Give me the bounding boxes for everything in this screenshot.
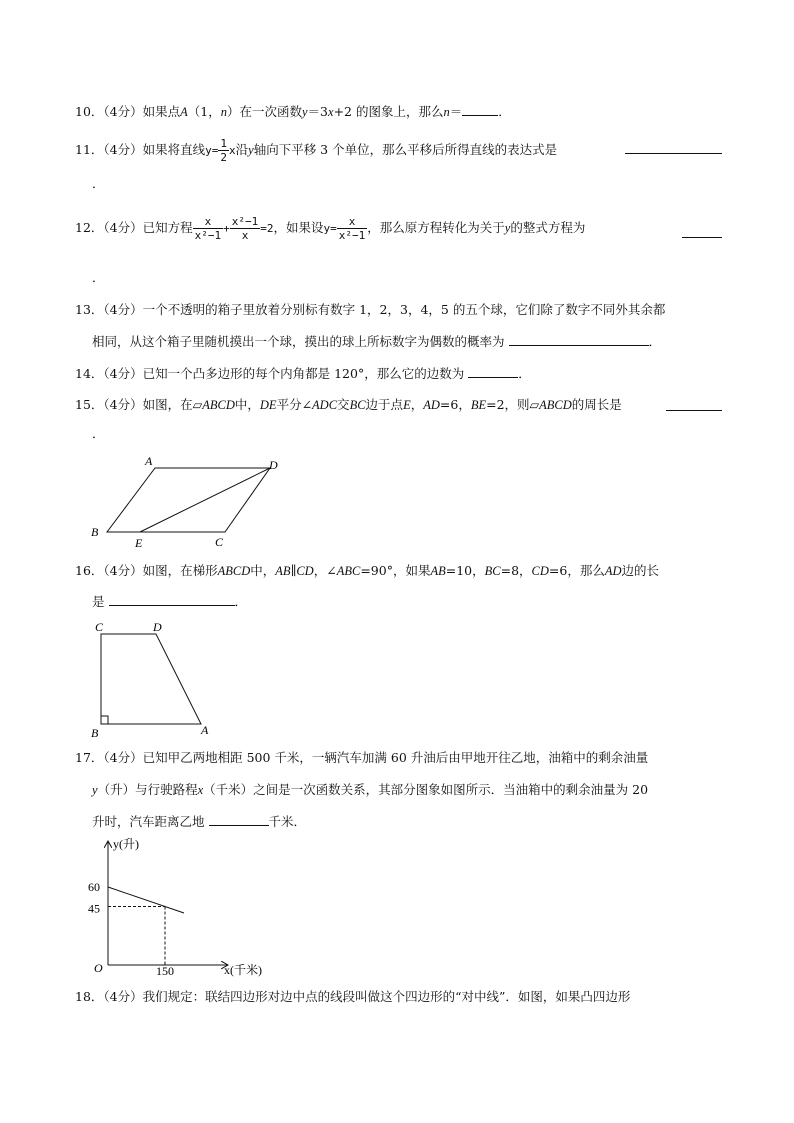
q-text: ．: [92, 176, 105, 191]
question-17: [75, 750, 648, 766]
question-17-cont2: [92, 814, 306, 830]
q-text: 已知甲乙两地相距 500 千米，一辆汽车加满 60 升油后由甲地开往乙地，油箱中的剩余油量: [142, 750, 649, 765]
answer-blank[interactable]: [468, 366, 518, 378]
q-var: DE: [259, 398, 277, 412]
y-axis-label: y(升): [113, 837, 139, 851]
frac-den: x²−1: [338, 229, 366, 242]
q-text: 如果将直线: [142, 142, 206, 157]
question-12: [75, 208, 585, 249]
q-score: （4分）: [103, 302, 143, 317]
q-text: 一个不透明的箱子里放着分别标有数字 1，2，3，4，5 的五个球，它们除了数字不同外其余都: [142, 302, 666, 317]
label-d: D: [153, 620, 162, 634]
q-text: （千米）之间是一次函数关系，其部分图象如图所示．当油箱中的剩余油量为 20: [203, 782, 649, 797]
q-var: ADC: [312, 398, 338, 412]
q-text: ．: [518, 366, 531, 381]
q-number: 12．: [75, 220, 104, 235]
question-13-cont: [92, 334, 661, 350]
answer-blank[interactable]: [109, 594, 235, 606]
q-text: ＝3: [307, 104, 328, 119]
q-var: E: [403, 398, 411, 412]
question-12-end: [92, 270, 105, 286]
label-e: E: [135, 536, 143, 550]
q-var: A: [180, 105, 188, 119]
q-var: BC: [349, 398, 366, 412]
q-text: ．: [648, 334, 662, 349]
q-text: 边于点: [365, 397, 404, 412]
q-text: 如图，在梯形: [142, 563, 218, 578]
frac-num: 1: [220, 137, 227, 150]
q-text: （升）与行驶路程: [97, 782, 198, 797]
frac-den: x²−1: [194, 229, 222, 242]
math-expr: y=: [323, 222, 337, 235]
math-expr: =2: [260, 222, 274, 235]
q-text: 中，: [234, 397, 260, 412]
fraction: [230, 215, 261, 242]
q-text: ．: [234, 594, 248, 609]
q-number: 16．: [75, 563, 104, 578]
q-text: =90°，如果: [360, 563, 431, 578]
q-text: ，如果设: [273, 220, 324, 235]
question-15-end: [92, 426, 105, 442]
q-text: 已知一个凸多边形的每个内角都是 120°，那么它的边数为: [142, 366, 465, 381]
label-d: D: [269, 458, 278, 472]
answer-blank[interactable]: [509, 334, 649, 346]
y-tick-45: 45: [88, 901, 100, 916]
q-var: y: [504, 221, 511, 235]
q-text: ，∠: [313, 563, 337, 578]
question-16-cont: [92, 594, 247, 610]
q-text: 中，: [250, 563, 276, 578]
label-c: C: [215, 535, 224, 549]
question-15: [75, 397, 622, 413]
fuel-line-chart: [82, 834, 282, 980]
math-var: x: [229, 144, 236, 157]
q-number: 11．: [75, 142, 104, 157]
q-var: CD: [296, 564, 314, 578]
q-text: 边的长: [621, 563, 660, 578]
parallelogram-shape: [107, 468, 270, 532]
q-text: ．: [92, 426, 105, 441]
q-text: ，那么原方程转化为关于: [367, 220, 505, 235]
q-text: +2 的图象上，那么: [333, 104, 444, 119]
q-var: n: [220, 105, 227, 119]
fraction: [337, 215, 368, 242]
answer-blank[interactable]: [462, 104, 498, 116]
frac-den: x: [241, 229, 249, 242]
fraction: [193, 215, 224, 242]
q-var: y: [301, 105, 308, 119]
q-var: x: [328, 105, 334, 119]
q-text: 的整式方程为: [510, 220, 586, 235]
label-c: C: [95, 620, 104, 634]
q-var: ABC: [336, 564, 361, 578]
question-11-end: [92, 176, 105, 192]
q-text: ∥: [290, 563, 297, 578]
q-var: AB: [275, 564, 291, 578]
q-text: ）在一次函数: [226, 104, 302, 119]
q-text: ．: [92, 270, 105, 285]
label-a: A: [145, 454, 153, 468]
q-var: ABCD: [217, 564, 251, 578]
q-text: 千米．: [268, 814, 307, 829]
q-var: BC: [484, 564, 501, 578]
q-text: 如果点: [142, 104, 181, 119]
q-var: y: [92, 783, 98, 797]
q-text: =10，: [445, 563, 485, 578]
q-text: 相同，从这个箱子里随机摸出一个球，摸出的球上所标数字为偶数的概率为: [92, 334, 505, 349]
q-text: =6，: [439, 397, 471, 412]
origin-label: O: [94, 961, 103, 975]
q-var: AB: [430, 564, 446, 578]
q-text: 我们规定：联结四边形对边中点的线段叫做这个四边形的“对中线”．如图，如果凸四边形: [142, 989, 631, 1004]
q-var: AD: [423, 398, 440, 412]
q-text: 轴向下平移 3 个单位，那么平移后所得直线的表达式是: [253, 142, 558, 157]
q-score: （4分）: [103, 563, 143, 578]
q-score: （4分）: [103, 397, 143, 412]
fraction: [218, 137, 229, 164]
q-var: CD: [531, 564, 549, 578]
q-score: （4分）: [103, 989, 143, 1004]
q-var: BE: [470, 398, 487, 412]
question-11: [75, 137, 557, 164]
q-score: （4分）: [103, 104, 143, 119]
q-number: 18．: [75, 989, 104, 1004]
segment-de: [140, 468, 270, 532]
question-18: [75, 989, 630, 1005]
parallelogram-figure: [85, 452, 295, 552]
q-text: 是: [92, 594, 105, 609]
q-text: 沿: [235, 142, 249, 157]
q-text: =2，则▱: [486, 397, 540, 412]
q-text: 的周长是: [571, 397, 622, 412]
answer-blank[interactable]: [209, 814, 269, 826]
q-var: AD: [604, 564, 622, 578]
question-13: [75, 302, 665, 318]
q-text: 如图，在▱: [142, 397, 203, 412]
q-var: n: [443, 105, 450, 119]
q-var: x: [197, 783, 204, 797]
y-tick-60: 60: [88, 880, 100, 894]
question-14: [75, 366, 531, 382]
frac-num: x: [337, 215, 368, 229]
q-text: ，: [410, 397, 424, 412]
answer-blank[interactable]: [682, 237, 722, 238]
q-text: 平分∠: [276, 397, 313, 412]
q-var: ABCD: [539, 398, 572, 412]
frac-num: x: [193, 215, 224, 229]
q-text: ．: [498, 104, 511, 119]
x-tick-150: 150: [156, 964, 174, 978]
label-b: B: [91, 726, 99, 740]
question-17-cont: [92, 782, 648, 798]
fuel-series-line: [108, 887, 184, 913]
x-axis-label: x(千米): [224, 963, 262, 977]
q-text: =6，那么: [548, 563, 605, 578]
answer-blank[interactable]: [666, 410, 722, 411]
label-a: A: [201, 723, 209, 737]
q-text: ＝: [449, 104, 463, 119]
q-score: （4分）: [103, 366, 143, 381]
answer-blank[interactable]: [625, 153, 722, 154]
q-text: 升时，汽车距离乙地: [92, 814, 205, 829]
frac-num: x²−1: [231, 215, 259, 228]
math-op: +: [223, 222, 230, 235]
q-number: 14．: [75, 366, 104, 381]
right-angle-mark: [101, 716, 108, 724]
q-score: （4分）: [103, 220, 143, 235]
q-text: =8，: [500, 563, 532, 578]
trapezoid-shape: [101, 634, 201, 724]
q-number: 10．: [75, 104, 104, 119]
question-10: [75, 104, 511, 120]
q-number: 17．: [75, 750, 104, 765]
q-text: 交: [337, 397, 350, 412]
q-number: 15．: [75, 397, 104, 412]
math-expr: y=: [205, 144, 219, 157]
trapezoid-figure: [88, 618, 218, 740]
question-16: [75, 563, 659, 579]
q-var: ABCD: [202, 398, 235, 412]
label-b: B: [91, 525, 99, 539]
q-text: 已知方程: [142, 220, 193, 235]
q-score: （4分）: [103, 750, 143, 765]
q-score: （4分）: [103, 142, 143, 157]
q-text: （1，: [187, 104, 221, 119]
frac-den: 2: [220, 151, 227, 164]
q-var: y: [248, 143, 254, 157]
q-number: 13．: [75, 302, 104, 317]
